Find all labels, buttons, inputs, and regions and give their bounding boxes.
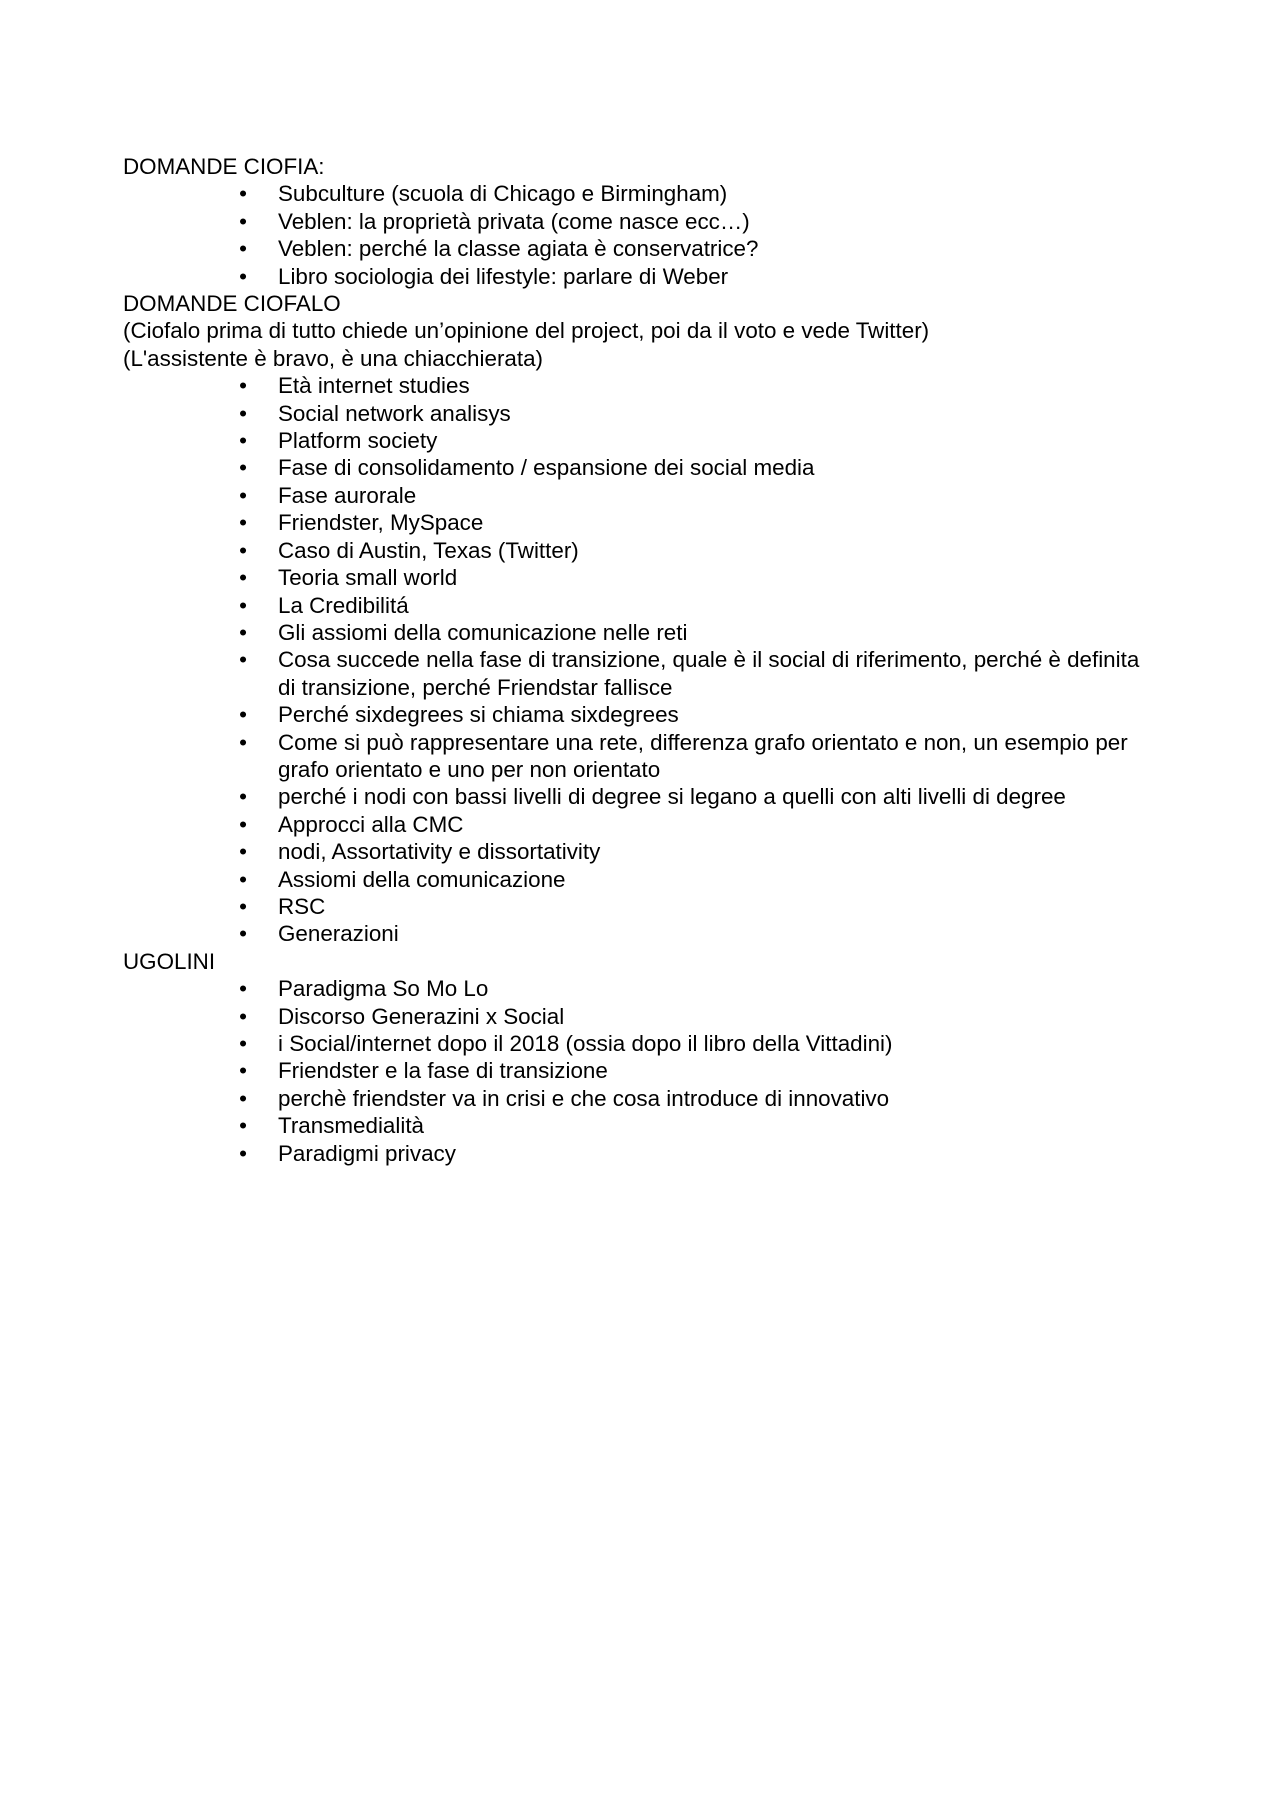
list-item-text: Friendster e la fase di transizione bbox=[278, 1058, 608, 1084]
bullet-icon: • bbox=[239, 592, 247, 618]
bullet-icon: • bbox=[239, 729, 247, 755]
list-item-text: perché i nodi con bassi livelli di degree si legano a quelli con alti livelli di degree bbox=[278, 784, 1066, 810]
list-item bbox=[123, 1140, 1163, 1167]
list-item-text: RSC bbox=[278, 893, 326, 919]
list-item-text: Paradigma So Mo Lo bbox=[278, 976, 489, 1002]
list-item bbox=[123, 920, 1163, 947]
bullet-icon: • bbox=[239, 181, 247, 207]
heading-ugolini: UGOLINI bbox=[123, 948, 216, 974]
list-item bbox=[123, 1057, 1163, 1084]
list-item-text: Approcci alla CMC bbox=[278, 811, 464, 837]
bullet-icon: • bbox=[239, 208, 247, 234]
list-item bbox=[123, 838, 1163, 865]
list-item-text: Fase di consolidamento / espansione dei social media bbox=[278, 455, 815, 481]
list-item-text: Teoria small world bbox=[278, 565, 458, 591]
heading-domande-ciofia: DOMANDE CIOFIA: bbox=[123, 154, 325, 179]
bullet-icon: • bbox=[239, 839, 247, 865]
bullet-icon: • bbox=[239, 1058, 247, 1084]
list-item-text: Come si può rappresentare una rete, differenza grafo orientato e non, un esempio per grafo orientato e uno per non orientato bbox=[278, 729, 1128, 782]
list-item bbox=[123, 1085, 1163, 1112]
list-item-text: Perché sixdegrees si chiama sixdegrees bbox=[278, 702, 679, 728]
bullet-icon: • bbox=[239, 1085, 247, 1111]
list-item-text: Veblen: la proprietà privata (come nasce ecc…) bbox=[278, 208, 750, 234]
list-item bbox=[123, 811, 1163, 838]
list-item-text: Caso di Austin, Texas (Twitter) bbox=[278, 537, 579, 563]
list-item-text: Paradigmi privacy bbox=[278, 1140, 456, 1166]
bullet-icon: • bbox=[239, 510, 247, 536]
list-item bbox=[123, 1003, 1163, 1030]
list-item bbox=[123, 482, 1163, 509]
bullet-icon: • bbox=[239, 1003, 247, 1029]
bullet-icon: • bbox=[239, 866, 247, 892]
bullet-icon: • bbox=[239, 784, 247, 810]
list-item-text: Veblen: perché la classe agiata è conservatrice? bbox=[278, 236, 759, 262]
list-item-text: Subculture (scuola di Chicago e Birmingham) bbox=[278, 181, 728, 207]
list-item bbox=[123, 1112, 1163, 1139]
list-ciofia bbox=[123, 180, 1163, 290]
list-item-text: Discorso Generazini x Social bbox=[278, 1003, 565, 1029]
list-item bbox=[123, 646, 1163, 701]
bullet-icon: • bbox=[239, 921, 247, 947]
list-ugolini bbox=[123, 975, 1163, 1167]
bullet-icon: • bbox=[239, 1031, 247, 1056]
list-item bbox=[123, 400, 1163, 427]
list-item-text: Cosa succede nella fase di transizione, quale è il social di riferimento, perché è definita di transizione, perché Friendstar fallisce bbox=[278, 647, 1140, 700]
list-item-text: Social network analisys bbox=[278, 400, 511, 426]
list-item-text: Gli assiomi della comunicazione nelle reti bbox=[278, 619, 688, 645]
list-item-text: Friendster, MySpace bbox=[278, 510, 484, 536]
bullet-icon: • bbox=[239, 428, 247, 454]
list-item-text: Generazioni bbox=[278, 921, 399, 947]
bullet-icon: • bbox=[239, 263, 247, 289]
list-item bbox=[123, 454, 1163, 481]
bullet-icon: • bbox=[239, 400, 247, 426]
bullet-icon: • bbox=[239, 647, 247, 673]
list-item bbox=[123, 893, 1163, 920]
list-item bbox=[123, 564, 1163, 591]
bullet-icon: • bbox=[239, 976, 247, 1002]
list-item-text: i Social/internet dopo il 2018 (ossia dopo il libro della Vittadini) bbox=[278, 1031, 893, 1056]
bullet-icon: • bbox=[239, 455, 247, 481]
list-item bbox=[123, 701, 1163, 728]
list-item bbox=[123, 372, 1163, 399]
bullet-icon: • bbox=[239, 1113, 247, 1139]
list-item-text: La Credibilitá bbox=[278, 592, 409, 618]
list-item-text: Fase aurorale bbox=[278, 482, 417, 508]
bullet-icon: • bbox=[239, 811, 247, 837]
bullet-icon: • bbox=[239, 236, 247, 262]
list-item bbox=[123, 866, 1163, 893]
list-item bbox=[123, 537, 1163, 564]
list-item-text: nodi, Assortativity e dissortativity bbox=[278, 839, 601, 865]
list-item-text: perchè friendster va in crisi e che cosa introduce di innovativo bbox=[278, 1085, 890, 1111]
list-item-text: Transmedialità bbox=[278, 1113, 425, 1139]
bullet-icon: • bbox=[239, 565, 247, 591]
list-item-text: Età internet studies bbox=[278, 373, 470, 399]
list-item bbox=[123, 208, 1163, 235]
list-item bbox=[123, 427, 1163, 454]
note-ciofalo-opinion: (Ciofalo prima di tutto chiede un’opinione del project, poi da il voto e vede Twitter) bbox=[123, 318, 930, 344]
list-item bbox=[123, 975, 1163, 1002]
list-item bbox=[123, 592, 1163, 619]
list-item-text: Libro sociologia dei lifestyle: parlare di Weber bbox=[278, 263, 729, 289]
bullet-icon: • bbox=[239, 1140, 247, 1166]
note-assistente: (L'assistente è bravo, è una chiacchierata) bbox=[123, 345, 543, 371]
list-item bbox=[123, 1030, 1163, 1057]
list-item bbox=[123, 509, 1163, 536]
list-item bbox=[123, 235, 1163, 262]
bullet-icon: • bbox=[239, 482, 247, 508]
list-item bbox=[123, 783, 1163, 810]
list-item bbox=[123, 180, 1163, 207]
list-item-text: Assiomi della comunicazione bbox=[278, 866, 566, 892]
list-item bbox=[123, 263, 1163, 290]
list-item bbox=[123, 619, 1163, 646]
bullet-icon: • bbox=[239, 893, 247, 919]
bullet-icon: • bbox=[239, 537, 247, 563]
list-item-text: Platform society bbox=[278, 428, 438, 454]
list-ciofalo bbox=[123, 372, 1163, 948]
bullet-icon: • bbox=[239, 373, 247, 399]
heading-domande-ciofalo: DOMANDE CIOFALO bbox=[123, 291, 341, 317]
bullet-icon: • bbox=[239, 702, 247, 728]
list-item bbox=[123, 729, 1163, 784]
document-body bbox=[123, 153, 1163, 1167]
bullet-icon: • bbox=[239, 619, 247, 645]
